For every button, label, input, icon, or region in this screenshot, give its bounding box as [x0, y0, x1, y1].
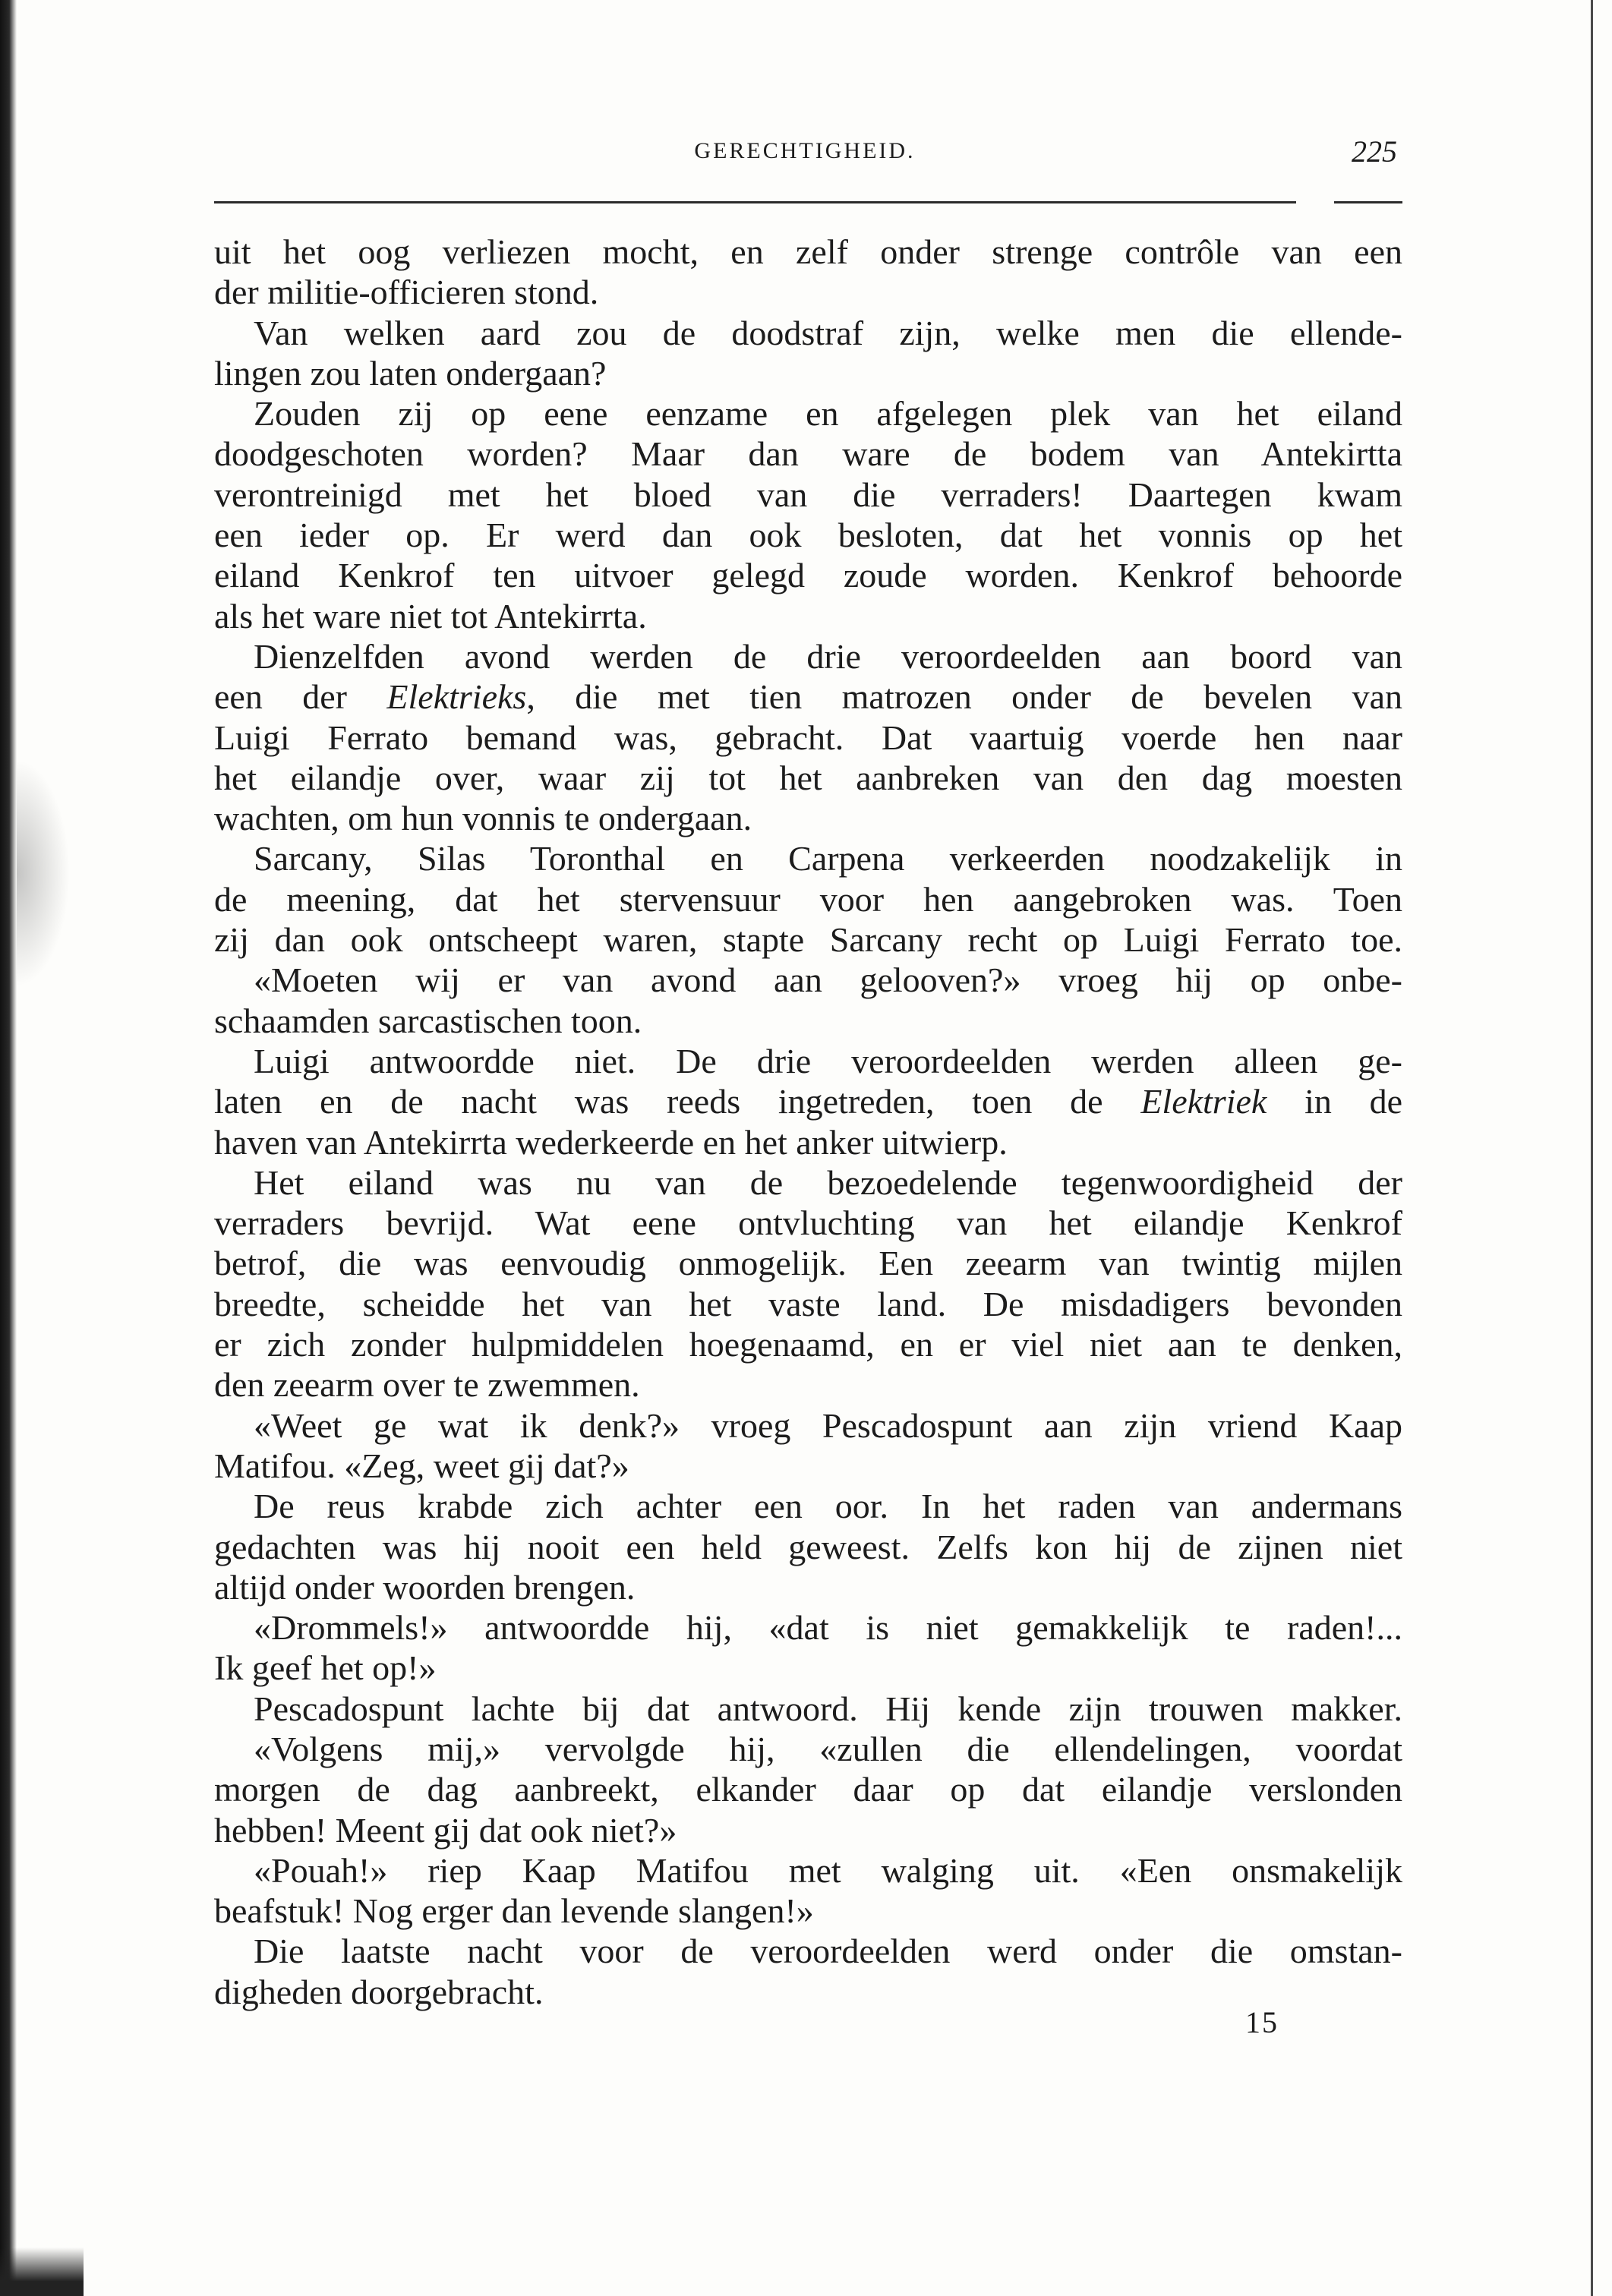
text-line: Zouden zij op eene eenzame en afgelegen plek van het eiland — [254, 394, 1402, 434]
ship-name: Elektrieks — [386, 677, 527, 717]
text-line: verontreinigd met het bloed van die verraders! Daartegen kwam — [214, 475, 1402, 514]
text-line: «Weet ge wat ik denk?» vroeg Pescadospunt aan zijn vriend Kaap — [254, 1405, 1402, 1445]
text-line: den zeearm over te zwemmen. — [214, 1365, 640, 1405]
text-line: «Volgens mij,» vervolgde hij, «zullen die ellendelingen, voordat — [254, 1729, 1402, 1768]
text-line: betrof, die was eenvoudig onmogelijk. Een zeearm van twintig mijlen — [214, 1244, 1402, 1283]
text-line: eiland Kenkrof ten uitvoer gelegd zoude worden. Kenkrof behoorde — [214, 556, 1402, 595]
text-line: laten en de nacht was reeds ingetreden, toen de Elektriek in de — [214, 1082, 1402, 1121]
text-line: morgen de dag aanbreekt, elkander daar op dat eilandje verslonden — [214, 1770, 1402, 1809]
text-line: hebben! Meent gij dat ook niet?» — [214, 1810, 677, 1850]
text-line: digheden doorgebracht. — [214, 1972, 544, 2011]
text-line: altijd onder woorden brengen. — [214, 1567, 636, 1607]
ship-name: Elektriek — [1140, 1082, 1267, 1121]
text-line: verraders bevrijd. Wat eene ontvluchting van het eilandje Kenkrof — [214, 1203, 1402, 1243]
text-line: gedachten was hij nooit een held geweest. Zelfs kon hij de zijnen niet — [214, 1527, 1402, 1566]
running-title: GERECHTIGHEID. — [694, 138, 916, 163]
text-line: Luigi Ferrato bemand was, gebracht. Dat vaartuig voerde hen naar — [214, 718, 1402, 757]
text-line: haven van Antekirrta wederkeerde en het anker uitwierp. — [214, 1122, 1008, 1162]
header-rule-short — [1334, 201, 1402, 203]
text-line: schaamden sarcastischen toon. — [214, 1001, 642, 1040]
text-line: der militie-officieren stond. — [214, 273, 599, 312]
text-line: De reus krabde zich achter een oor. In het raden van andermans — [254, 1487, 1402, 1526]
text-line: een der Elektrieks, die met tien matrozen onder de bevelen van — [214, 677, 1402, 717]
text-line: Luigi antwoordde niet. De drie veroordeelden werden alleen ge- — [254, 1041, 1402, 1080]
text-line: er zich zonder hulpmiddelen hoegenaamd, en er viel niet aan te denken, — [214, 1325, 1402, 1364]
text-line: de meening, dat het stervensuur voor hen aangebroken was. Toen — [214, 879, 1402, 919]
text-line: Pescadospunt lachte bij dat antwoord. Hij kende zijn trouwen makker. — [254, 1689, 1402, 1728]
text-line: uit het oog verliezen mocht, en zelf onder strenge contrôle van een — [214, 232, 1402, 271]
text-line: doodgeschoten worden? Maar dan ware de bodem van Antekirtta — [214, 434, 1402, 474]
page-edge-rule — [1591, 0, 1593, 2296]
text-line: Het eiland was nu van de bezoedelende tegenwoordigheid der — [254, 1162, 1402, 1202]
binding-edge — [0, 0, 17, 2296]
sheet-signature: 15 — [1245, 2005, 1279, 2039]
text-line: een ieder op. Er werd dan ook besloten, dat het vonnis op het — [214, 516, 1402, 555]
page-number: 225 — [1352, 134, 1397, 169]
header-rule — [214, 201, 1296, 203]
text-line: breedte, scheidde het van het vaste land. De misdadigers bevonden — [214, 1284, 1402, 1323]
text-line: «Moeten wij er van avond aan gelooven?» vroeg hij op onbe- — [254, 960, 1402, 1000]
running-header — [213, 131, 1397, 176]
binding-foot — [0, 2247, 84, 2296]
text-line: «Drommels!» antwoordde hij, «dat is niet gemakkelijk te raden!... — [254, 1608, 1402, 1648]
text-line: Matifou. «Zeg, weet gij dat?» — [214, 1446, 629, 1485]
text-line: Sarcany, Silas Toronthal en Carpena verkeerden noodzakelijk in — [254, 839, 1402, 878]
text-line: Ik geef het op!» — [214, 1648, 437, 1688]
text-line: Die laatste nacht voor de veroordeelden werd onder die omstan- — [254, 1932, 1402, 1971]
text-line: beafstuk! Nog erger dan levende slangen!» — [214, 1891, 814, 1931]
text-line: het eilandje over, waar zij tot het aanbreken van den dag moesten — [214, 758, 1402, 797]
text-line: «Pouah!» riep Kaap Matifou met walging uit. «Een onsmakelijk — [254, 1850, 1402, 1890]
body-text — [214, 232, 1402, 2012]
text-line: Dienzelfden avond werden de drie veroordeelden aan boord van — [254, 636, 1402, 676]
binding-shadow — [17, 759, 70, 987]
text-line: als het ware niet tot Antekirrta. — [214, 596, 647, 636]
text-line: Van welken aard zou de doodstraf zijn, welke men die ellende- — [254, 313, 1402, 352]
text-line: wachten, om hun vonnis te ondergaan. — [214, 799, 752, 838]
text-line: zij dan ook ontscheept waren, stapte Sarcany recht op Luigi Ferrato toe. — [214, 920, 1402, 960]
text-line: lingen zou laten ondergaan? — [214, 353, 607, 393]
